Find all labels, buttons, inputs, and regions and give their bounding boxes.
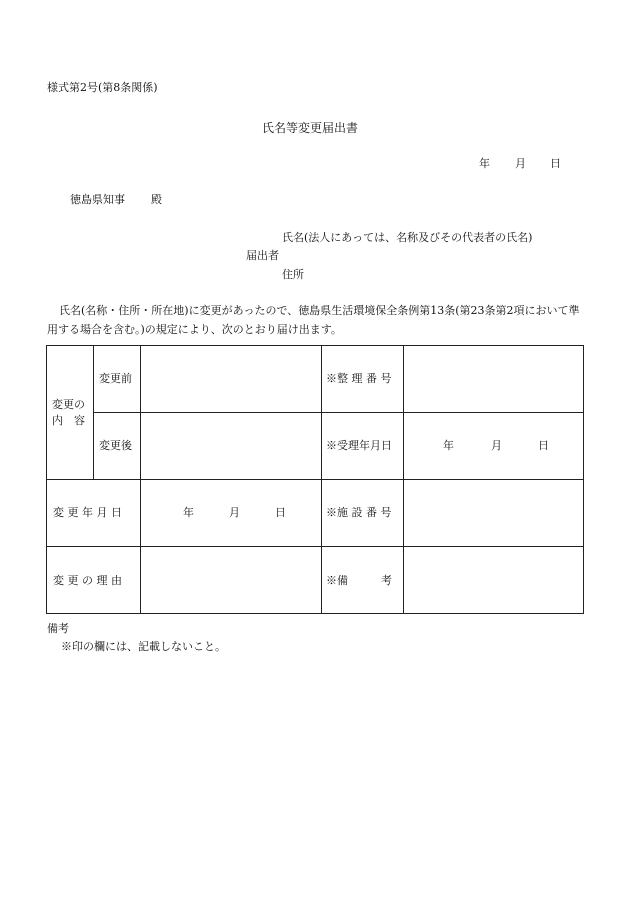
- change-content-label-line1: 変更の: [52, 398, 85, 411]
- notifier-role-label: 届出者: [246, 249, 279, 262]
- date-day: 日: [550, 157, 561, 170]
- date-year: 年: [479, 157, 490, 170]
- after-change-label: 変更後: [99, 439, 132, 452]
- change-reason-label: 変 更 の 理 由: [53, 574, 122, 587]
- remarks-title: 備考: [47, 622, 69, 635]
- table-grid: [46, 345, 584, 614]
- addressee-suffix: 殿: [151, 193, 162, 206]
- remarks-cell-label: ※備 考: [326, 574, 392, 587]
- received-date-day: 日: [538, 439, 549, 452]
- received-date-month: 月: [491, 439, 502, 452]
- before-change-label: 変更前: [99, 372, 132, 385]
- change-date-label: 変 更 年 月 日: [53, 506, 122, 519]
- body-text: 氏名(名称・住所・所在地)に変更があったので、徳島県生活環境保全条例第13条(第23条第2項において準用する場合を含む。)の規定により、次のとおり届け出ます。: [47, 304, 580, 336]
- change-form-table: [46, 345, 584, 614]
- change-content-label-line2: 内 容: [52, 414, 85, 427]
- received-date-label: ※受理年月日: [326, 439, 392, 452]
- addressee-name: 徳島県知事: [70, 193, 125, 206]
- received-date-year: 年: [443, 439, 454, 452]
- change-date-year: 年: [183, 506, 194, 519]
- notifier-name-label: 氏名(法人にあっては、名称及びその代表者の氏名): [282, 231, 533, 244]
- remarks-note: ※印の欄には、記載しないこと。: [61, 640, 226, 653]
- notifier-address-label: 住所: [282, 268, 304, 281]
- change-date-day: 日: [275, 506, 286, 519]
- facility-number-label: ※施 設 番 号: [326, 506, 392, 519]
- document-title: 氏名等変更届出書: [262, 121, 359, 135]
- form-number: 様式第2号(第8条関係): [47, 81, 158, 94]
- date-month: 月: [515, 157, 526, 170]
- change-date-month: 月: [229, 506, 240, 519]
- reference-number-label: ※整 理 番 号: [326, 372, 392, 385]
